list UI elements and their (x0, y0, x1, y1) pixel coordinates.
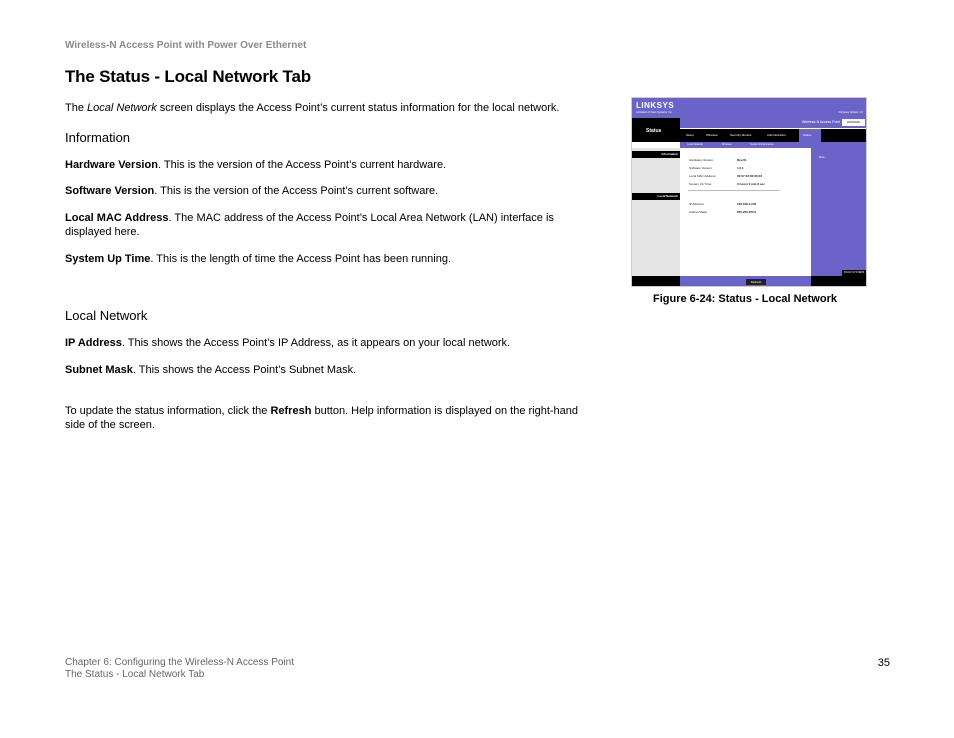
cisco-logo: CISCO SYSTEMS (843, 271, 865, 274)
info-value: 00:07:23:00:60:03 (737, 174, 763, 178)
section-divider (688, 190, 780, 191)
status-local-network-screenshot (631, 97, 867, 287)
help-column (811, 148, 867, 276)
net-label: Subnet Mask: (689, 210, 708, 214)
subnet-mask-paragraph: Subnet Mask. This shows the Access Point’s Subnet Mask. (65, 364, 357, 376)
more-link[interactable]: More... (819, 156, 827, 159)
info-label: Hardware Version: (689, 158, 714, 162)
page-number: 35 (877, 657, 890, 669)
ip-address-paragraph: IP Address. This shows the Access Point’s IP Address, as it appears on your local network. (65, 337, 511, 349)
footer-section: The Status - Local Network Tab (65, 669, 205, 680)
subtab-system-performance[interactable]: System Performance (750, 143, 774, 146)
linksys-logo: LINKSYS (636, 101, 675, 110)
logo-subtitle: A Division of Cisco Systems, Inc. (636, 111, 673, 114)
firmware-version: Firmware Version: 1.0 (838, 111, 863, 114)
product-name: Wireless-N Access Point (802, 120, 841, 124)
tab-setup[interactable]: Setup (686, 133, 694, 137)
section-title: Status (646, 128, 662, 134)
model-badge: WAP4400N (842, 119, 865, 126)
refresh-button[interactable]: Refresh (746, 279, 766, 285)
information-heading: Information (65, 130, 131, 145)
tab-status[interactable]: Status (803, 133, 812, 137)
local-mac-paragraph: Local MAC Address. The MAC address of the Access Point’s Local Area Network (LAN) interface is displayed here. (65, 212, 554, 238)
running-header: Wireless-N Access Point with Power Over Ethernet (65, 40, 307, 51)
tab-security-monitor[interactable]: Security Monitor (730, 133, 752, 137)
subtab-wireless[interactable]: Wireless (722, 143, 732, 146)
info-label: Software Version: (689, 166, 713, 170)
footer-chapter: Chapter 6: Configuring the Wireless-N Access Point (65, 657, 294, 668)
refresh-note-paragraph: To update the status information, click the Refresh button. Help information is displayed on the right-hand side of the screen. (65, 405, 579, 431)
left-column (632, 148, 680, 276)
tab-wireless[interactable]: Wireless (706, 133, 718, 137)
hardware-version-paragraph: Hardware Version. This is the version of the Access Point’s current hardware. (65, 159, 447, 171)
system-uptime-paragraph: System Up Time. This is the length of time the Access Point has been running. (65, 253, 452, 265)
page-title: The Status - Local Network Tab (65, 67, 311, 86)
net-value: 255.255.255.0 (737, 210, 757, 214)
local-network-heading: Local Network (65, 308, 148, 323)
info-value: Rev.01 (737, 158, 747, 162)
software-version-paragraph: Software Version. This is the version of the Access Point’s current software. (65, 185, 439, 197)
intro-paragraph: The Local Network screen displays the Access Point’s current status information for the local network. (65, 102, 560, 114)
section-local-network: Local Network (632, 193, 680, 200)
info-label: Local MAC Address: (689, 174, 717, 178)
tab-administration[interactable]: Administration (767, 133, 787, 137)
net-label: IP Address: (689, 202, 705, 206)
info-label: System Up Time: (689, 182, 712, 186)
figure-caption: Figure 6-24: Status - Local Network (653, 293, 837, 305)
info-value: 0 hours 0 min 8 sec (737, 182, 765, 186)
subtab-local-network[interactable]: Local Network (687, 143, 703, 146)
intro-italic: Local Network (87, 102, 157, 114)
section-information: Information (632, 151, 680, 158)
net-value: 192.168.1.245 (737, 202, 757, 206)
info-value: 1.0.1 (737, 166, 744, 170)
